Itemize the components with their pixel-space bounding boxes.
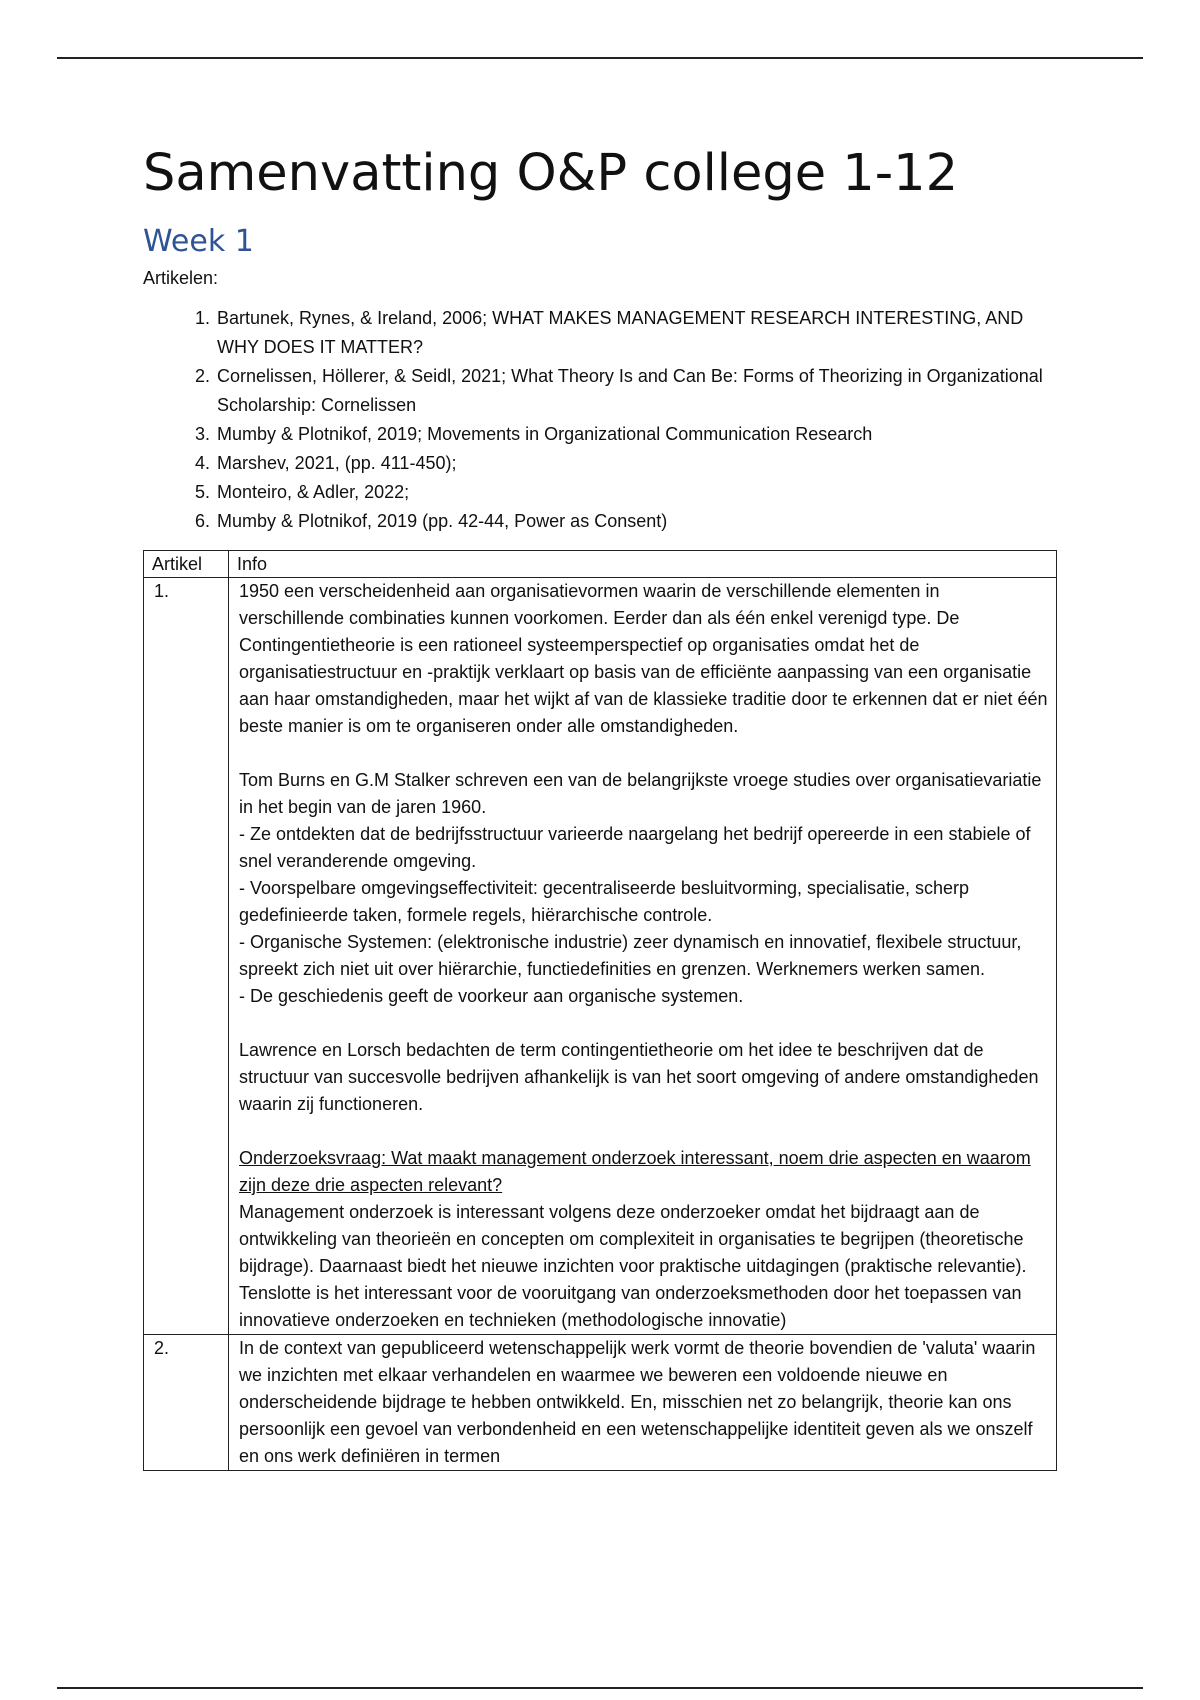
info-paragraph: In de context van gepubliceerd wetenschappelijk werk vormt de theorie bovendien de 'valuta' waarin we inzichten met elkaar verhandelen en waarmee we beweren een voldoende nieuwe en onderscheidende bijdrage te hebben ontwikkeld. En, misschien net zo belangrijk, theorie kan ons persoonlijk een gevoel van verbondenheid en een wetenschappelijke identiteit geven als we onszelf en ons werk definiëren in termen bbox=[239, 1338, 1036, 1466]
articles-table bbox=[143, 550, 1057, 1471]
articles-label: Artikelen: bbox=[143, 268, 219, 288]
row-number: 1. bbox=[144, 578, 229, 1335]
spacer bbox=[239, 740, 1048, 767]
row-number: 2. bbox=[144, 1335, 229, 1471]
header-info: Info bbox=[229, 551, 1057, 578]
articles-list bbox=[143, 304, 1063, 536]
spacer bbox=[239, 1118, 1048, 1145]
info-paragraph: Tom Burns en G.M Stalker schreven een van de belangrijkste vroege studies over organisatievariatie in het begin van de jaren 1960. bbox=[239, 770, 1042, 817]
row-info bbox=[229, 1335, 1057, 1471]
row-info bbox=[229, 578, 1057, 1335]
info-bullet: - De geschiedenis geeft de voorkeur aan organische systemen. bbox=[239, 986, 744, 1006]
research-question: Onderzoeksvraag: Wat maakt management onderzoek interessant, noem drie aspecten en waarom zijn deze drie aspecten relevant? bbox=[239, 1148, 1031, 1195]
article-item: 6. Mumby & Plotnikof, 2019 (pp. 42-44, Power as Consent) bbox=[215, 507, 1063, 536]
info-bullet: - Organische Systemen: (elektronische industrie) zeer dynamisch en innovatief, flexibele structuur, spreekt zich niet uit over hiërarchie, functiedefinities en grenzen. Werknemers werken samen. bbox=[239, 932, 1022, 979]
article-item: 3. Mumby & Plotnikof, 2019; Movements in Organizational Communication Research bbox=[215, 420, 1063, 449]
table-row bbox=[144, 578, 1057, 1335]
section-heading: Week 1 bbox=[143, 224, 254, 259]
info-paragraph: Lawrence en Lorsch bedachten de term contingentietheorie om het idee te beschrijven dat de structuur van succesvolle bedrijven afhankelijk is van het soort omgeving of andere omstandigheden waarin zij functioneren. bbox=[239, 1040, 1039, 1114]
footer-rule bbox=[57, 1687, 1143, 1689]
document-body bbox=[143, 138, 1063, 1471]
header-rule bbox=[57, 57, 1143, 59]
article-item: 2. Cornelissen, Höllerer, & Seidl, 2021; What Theory Is and Can Be: Forms of Theorizing in Organizational Scholarship: Cornelissen bbox=[215, 362, 1063, 420]
article-item: 1. Bartunek, Rynes, & Ireland, 2006; WHAT MAKES MANAGEMENT RESEARCH INTERESTING, AND WHY DOES IT MATTER? bbox=[215, 304, 1063, 362]
document-title: Samenvatting O&P college 1-12 bbox=[143, 144, 959, 203]
spacer bbox=[239, 1010, 1048, 1037]
table-row bbox=[144, 1335, 1057, 1471]
info-paragraph: 1950 een verscheidenheid aan organisatievormen waarin de verschillende elementen in verschillende combinaties kunnen voorkomen. Eerder dan als één enkel verenigd type. De Contingentietheorie is een rationeel systeemperspectief op organisaties omdat het de organisatiestructuur en -praktijk verklaart op basis van de efficiënte aanpassing van een organisatie aan haar omstandigheden, maar het wijkt af van de klassieke traditie door te erkennen dat er niet één beste manier is om te organiseren onder alle omstandigheden. bbox=[239, 581, 1048, 736]
info-bullet: - Ze ontdekten dat de bedrijfsstructuur varieerde naargelang het bedrijf opereerde in een stabiele of snel veranderende omgeving. bbox=[239, 824, 1031, 871]
table-header-row bbox=[144, 551, 1057, 578]
article-item: 4. Marshev, 2021, (pp. 411-450); bbox=[215, 449, 1063, 478]
info-bullet: - Voorspelbare omgevingseffectiviteit: gecentraliseerde besluitvorming, specialisatie, scherp gedefinieerde taken, formele regels, hiërarchische controle. bbox=[239, 878, 970, 925]
header-artikel: Artikel bbox=[144, 551, 229, 578]
article-item: 5. Monteiro, & Adler, 2022; bbox=[215, 478, 1063, 507]
research-answer: Management onderzoek is interessant volgens deze onderzoeker omdat het bijdraagt aan de ontwikkeling van theorieën en concepten om complexiteit in organisaties te begrijpen (theoretische bijdrage). Daarnaast biedt het nieuwe inzichten voor praktische uitdagingen (praktische relevantie). Tenslotte is het interessant voor de vooruitgang van onderzoeksmethoden door het toepassen van innovatieve onderzoeken en technieken (methodologische innovatie) bbox=[239, 1202, 1027, 1330]
